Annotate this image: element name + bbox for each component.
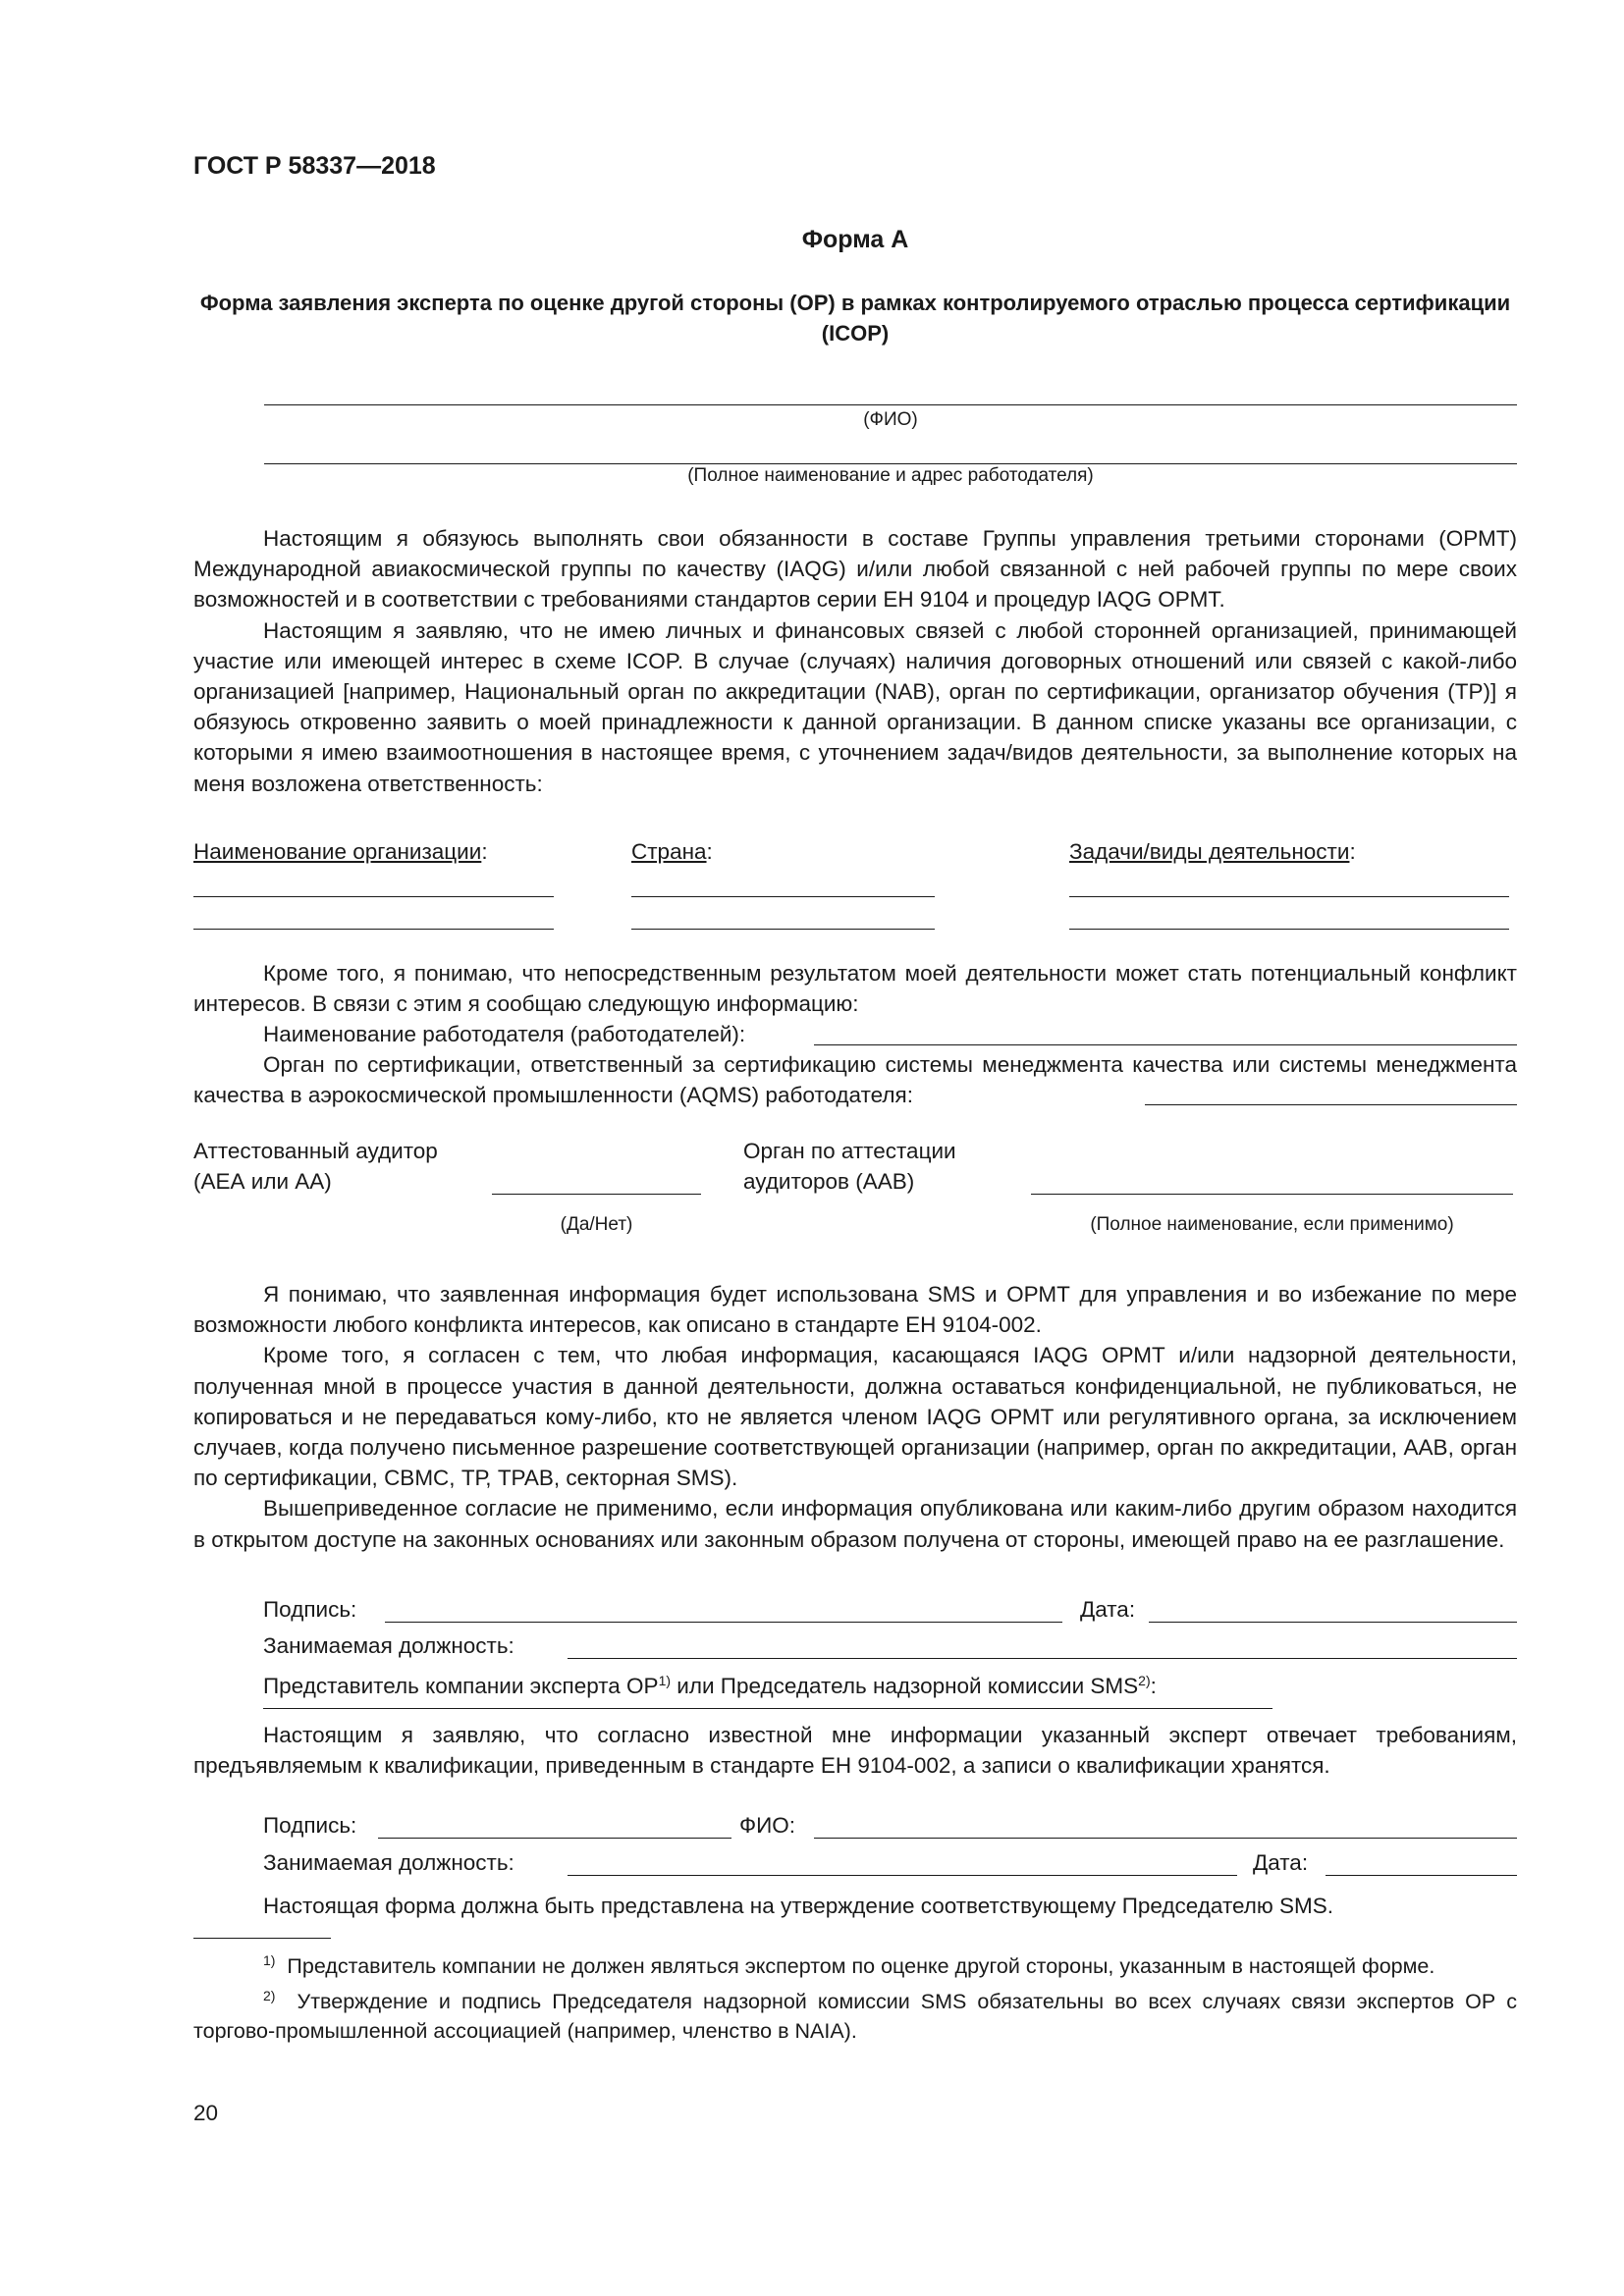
auditor-label-2: (АЕА или АА) [193,1169,332,1194]
declaration-paragraph-2: Настоящим я заявляю, что не имею личных и финансовых связей с любой сторонней организацией, принимающей участие или имеющей интерес в схеме ICOP. В случае (случаях) наличия договорных отношений или связей с какой-либо организацией [например, Национальный орган по аккредитации (NAB), орган по сертификации, организатор обучения (ТР)] я обязуюсь откровенно заявить о моей принадлежности к данной организации. В данном списке указаны все организации, с которыми я имею взаимоотношения в настоящее время, с уточнением задач/видов деятельности, за выполнение которых на меня возложена ответственность: [193,617,1517,796]
fio-caption: (ФИО) [863,409,918,430]
conflict-paragraph: Кроме того, я понимаю, что непосредственным результатом моей деятельности может стать потенциальный конфликт интересов. В связи с этим я сообщаю следующую информацию: [193,961,1517,1017]
auditor-yes-no-line[interactable] [492,1194,701,1195]
fio2-line[interactable] [814,1838,1517,1839]
form-subtitle: Форма заявления эксперта по оценке другой стороны (ОР) в рамках контролируемого отраслью процесса сертификации (ICOP) [199,291,1511,346]
org-tasks-line-1[interactable] [1069,896,1509,897]
cert-body-paragraph: Орган по сертификации, ответственный за сертификацию системы менеджмента качества или системы менеджмента качества в аэрокосмической промышленности (AQMS) работодателя: [193,1052,1517,1108]
declaration-paragraph-1: Настоящим я обязуюсь выполнять свои обязанности в составе Группы управления третьими сторонами (ОРМТ) Международной авиакосмической группы по качеству (IAQG) и/или любой связанной с ней рабочей группы по мере своих возможностей и в соответствии с требованиями стандартов серии ЕН 9104 и процедур IAQG ОРМТ. [193,526,1517,613]
employer-line[interactable] [264,463,1517,464]
org-country-line-2[interactable] [631,929,935,930]
form-title: Форма А [801,226,909,253]
page-number: 20 [193,2101,219,2125]
use-paragraph-3: Вышеприведенное согласие не применимо, если информация опубликована или каким-либо другим образом находится в открытом доступе на законных основаниях или законным образом получена от стороны, имеющей право на ее разглашение. [193,1496,1517,1552]
yes-no-caption: (Да/Нет) [560,1214,633,1235]
date-line[interactable] [1149,1622,1517,1623]
position2-label: Занимаемая должность: [263,1850,514,1875]
standard-number: ГОСТ Р 58337—2018 [193,152,436,180]
use-paragraph-2: Кроме того, я согласен с тем, что любая информация, касающаяся IAQG ОРМТ и/или надзорной деятельности, полученная мной в процессе участия в данной деятельности, должна оставаться конфиденциальной, не публиковаться, не копироваться и не передаваться кому-либо, кто не является членом IAQG ОРМТ или регулятивного органа, за исключением случаев, когда получено письменное разрешение соответствующей организации (например, орган по аккредитации, ААВ, орган по сертификации, СВМС, ТР, TPAB, секторная SMS). [193,1343,1517,1491]
employer-name-line[interactable] [814,1044,1517,1045]
position2-line[interactable] [568,1875,1237,1876]
position-line[interactable] [568,1658,1517,1659]
representative-statement: Настоящим я заявляю, что согласно известной мне информации указанный эксперт отвечает требованиям, предъявляемым к квалификации, приведенным в стандарте ЕН 9104-002, а записи о квалификации хранятся. [193,1723,1517,1779]
final-note: Настоящая форма должна быть представлена на утверждение соответствующему Председателю SMS. [263,1894,1334,1918]
org-country-line-1[interactable] [631,896,935,897]
org-col-country-header: Страна: [631,839,713,864]
signature2-label: Подпись: [263,1813,357,1838]
auditor-body-label-2: аудиторов (ААВ) [743,1169,915,1194]
org-col-name-header: Наименование организации: [193,839,488,864]
fio-line[interactable] [264,404,1517,405]
org-name-line-1[interactable] [193,896,554,897]
footnote-1: $^{1)}$ Представитель компании не должен являться экспертом по оценке другой стороны, указанным в настоящей форме. [263,1952,1435,1978]
cert-body-text [193,1049,1517,1110]
auditor-body-line[interactable] [1031,1194,1513,1195]
signature-line[interactable] [385,1622,1062,1623]
footnotes [193,1951,1517,2046]
org-col-tasks-header: Задачи/виды деятельности: [1069,839,1356,864]
employer-caption: (Полное наименование и адрес работодателя) [687,465,1094,486]
auditor-label-1: Аттестованный аудитор [193,1139,438,1163]
position-label: Занимаемая должность: [263,1633,514,1658]
date2-label: Дата: [1253,1850,1309,1875]
date-label: Дата: [1080,1597,1136,1622]
representative-text [193,1720,1517,1781]
representative-heading: Представитель компании эксперта ОР$^{1)}$ или Председатель надзорной комиссии SMS$^{2)}$: [263,1673,1157,1698]
signature-label: Подпись: [263,1597,357,1622]
footnote-separator [193,1938,331,1939]
signature2-line[interactable] [378,1838,731,1839]
declaration-text [193,523,1517,799]
org-name-line-2[interactable] [193,929,554,930]
representative-heading-underline [263,1708,1272,1709]
use-paragraph-1: Я понимаю, что заявленная информация будет использована SMS и ОРМТ для управления и во избежание по мере возможности любого конфликта интересов, как описано в стандарте ЕН 9104-002. [193,1282,1517,1338]
date2-line[interactable] [1326,1875,1517,1876]
auditor-body-label-1: Орган по аттестации [743,1139,956,1163]
fio-label: ФИО: [739,1813,796,1838]
full-name-caption: (Полное наименование, если применимо) [1090,1214,1454,1235]
conflict-text [193,958,1517,1019]
cert-body-line[interactable] [1145,1104,1517,1105]
use-text [193,1279,1517,1555]
footnote-2: $^{2)}$ Утверждение и подпись Председателя надзорной комиссии SMS обязательны во всех случаях связи экспертов ОР с торгово-промышленной ассоциацией (например, членство в NAIA). [193,1988,1518,2043]
org-tasks-line-2[interactable] [1069,929,1509,930]
employer-name-label: Наименование работодателя (работодателей): [263,1022,746,1046]
